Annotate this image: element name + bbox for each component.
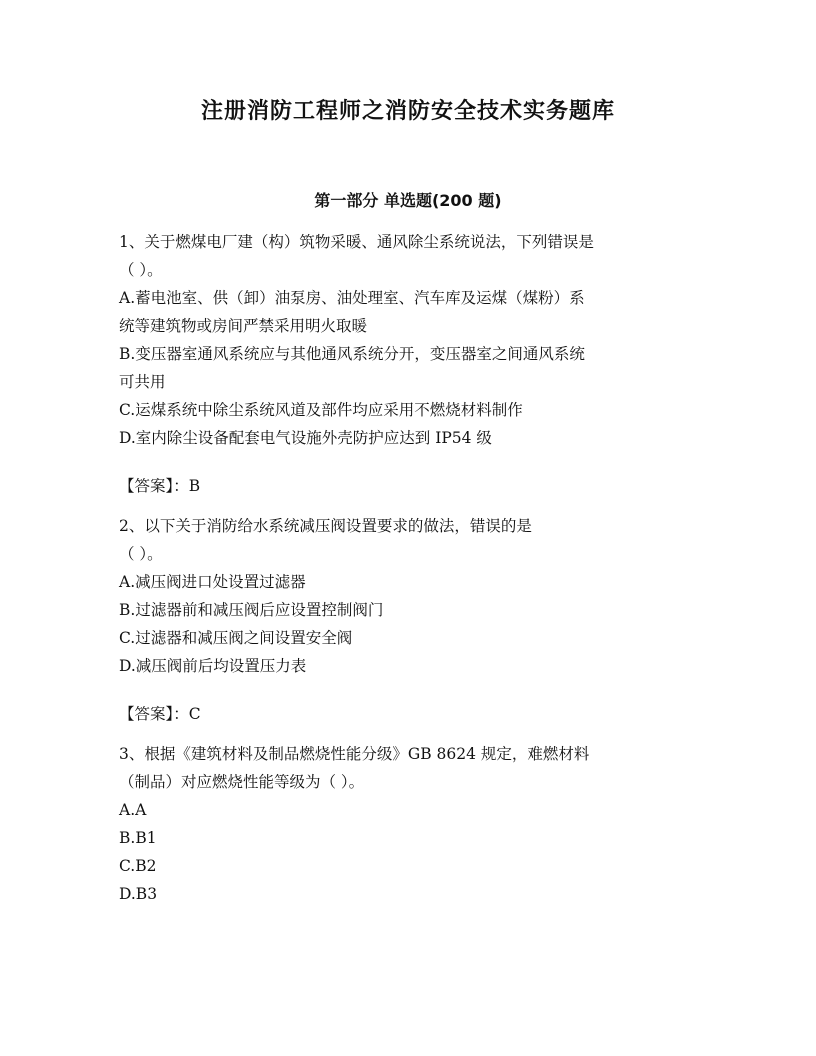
option-c: C.B2 <box>119 857 157 875</box>
question-1 <box>119 228 694 500</box>
question-3 <box>119 740 694 908</box>
answer-line: 【答案】：C <box>119 705 201 723</box>
option-b: B.变压器室通风系统应与其他通风系统分开，变压器室之间通风系统 <box>119 345 585 363</box>
option-d: D.减压阀前后均设置压力表 <box>119 657 307 675</box>
option-b: B.B1 <box>119 829 157 847</box>
option-d: D.室内除尘设备配套电气设施外壳防护应达到 IP54 级 <box>119 429 492 447</box>
question-stem-line: 1、关于燃煤电厂建（构）筑物采暖、通风除尘系统说法，下列错误是 <box>119 233 594 251</box>
option-c: C.过滤器和减压阀之间设置安全阀 <box>119 629 353 647</box>
option-d: D.B3 <box>119 885 158 903</box>
question-stem-line: 2、以下关于消防给水系统减压阀设置要求的做法，错误的是 <box>119 517 532 535</box>
option-a-continued: 统等建筑物或房间严禁采用明火取暖 <box>119 317 368 335</box>
option-a: A.减压阀进口处设置过滤器 <box>119 573 306 591</box>
question-2 <box>119 512 694 728</box>
section-heading: 第一部分 单选题(200 题) <box>314 191 502 210</box>
option-b-continued: 可共用 <box>119 373 166 391</box>
option-a: A.蓄电池室、供（卸）油泵房、油处理室、汽车库及运煤（煤粉）系 <box>119 289 585 307</box>
option-c: C.运煤系统中除尘系统风道及部件均应采用不燃烧材料制作 <box>119 401 523 419</box>
question-list <box>119 228 694 908</box>
answer-line: 【答案】：B <box>119 477 201 495</box>
question-stem-line: （制品）对应燃烧性能等级为（ ）。 <box>119 773 365 791</box>
option-b: B.过滤器前和减压阀后应设置控制阀门 <box>119 601 384 619</box>
question-stem-line: 3、根据《建筑材料及制品燃烧性能分级》GB 8624 规定，难燃材料 <box>119 745 590 763</box>
question-stem-line: （ ）。 <box>119 545 163 563</box>
option-a: A.A <box>119 801 147 819</box>
document-title: 注册消防工程师之消防安全技术实务题库 <box>200 99 615 124</box>
question-stem-line: （ ）。 <box>119 261 163 279</box>
